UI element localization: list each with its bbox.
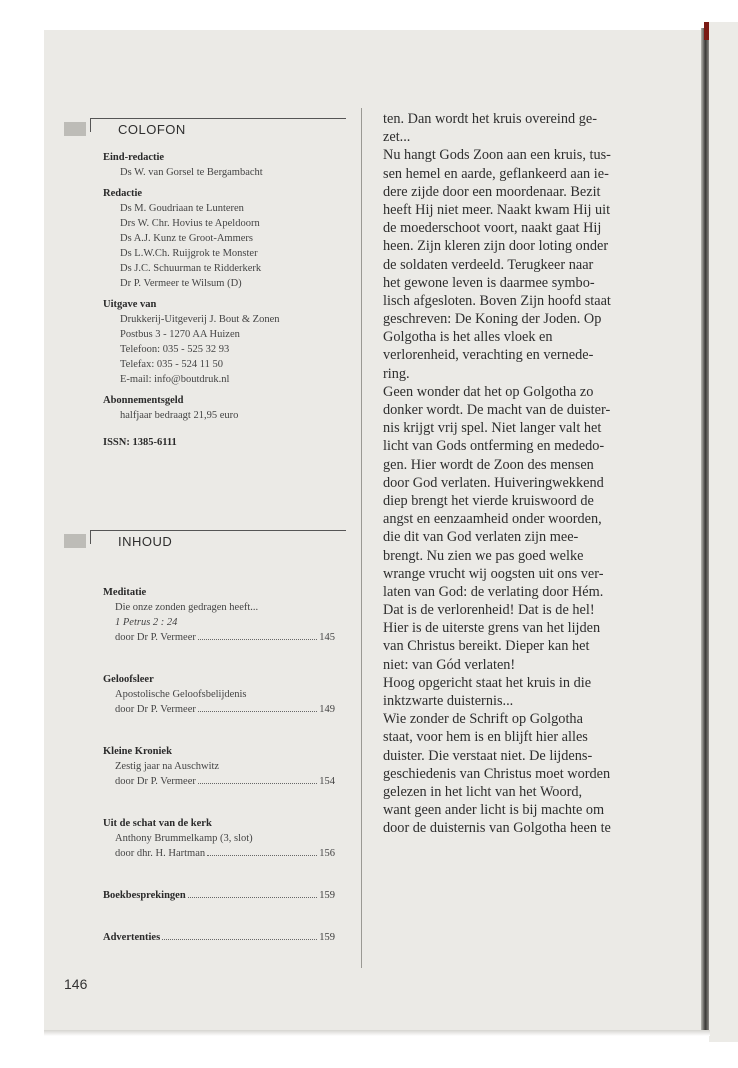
body-text-line: Hier is de uiterste grens van het lijden	[383, 620, 601, 637]
colofon-line: Ds W. van Gorsel te Bergambacht	[120, 167, 263, 178]
body-text-line: staat, voor hem is en blijft hier alles	[383, 729, 588, 746]
colofon-line: Telefax: 035 - 524 11 50	[120, 359, 223, 370]
body-text-line: gelezen in het licht van het Woord,	[383, 783, 583, 800]
body-text-line: Geen wonder dat het op Golgotha zo	[383, 383, 594, 400]
toc-author: door Dr P. Vermeer	[115, 704, 196, 715]
colofon-line: Drs W. Chr. Hovius te Apeldoorn	[120, 218, 260, 229]
colofon-group-label: Redactie	[103, 188, 143, 199]
toc-entry	[103, 930, 335, 945]
body-text-line: Golgotha is het alles vloek en	[383, 329, 553, 346]
bookmark-ribbon	[704, 22, 709, 40]
body-text-line: laten van God: de verlating door Hém.	[383, 583, 604, 600]
toc-entry-subtitle: Die onze zonden gedragen heeft...	[115, 602, 259, 613]
body-text-line: ten. Dan wordt het kruis overeind ge-	[383, 111, 597, 127]
body-text-line: angst en eenzaamheid onder woorden,	[383, 511, 602, 528]
book-spine-edge	[701, 28, 709, 1034]
toc-page-number: 156	[319, 848, 335, 859]
colofon-group	[103, 297, 339, 387]
body-text-line: die dit van God verlaten zijn mee-	[383, 529, 579, 546]
body-text-line: sen hemel en aarde, geflankeerd aan ie-	[383, 165, 609, 182]
toc-entry-title: Kleine Kroniek	[103, 746, 172, 757]
body-text-line: diep brengt het vierde kruiswoord de	[383, 492, 594, 509]
body-text-line: niet: van Gód verlaten!	[383, 656, 516, 673]
toc-entry	[103, 888, 335, 903]
inhoud-title: INHOUD	[118, 534, 173, 549]
colofon-line: Ds L.W.Ch. Ruijgrok te Monster	[120, 248, 258, 259]
colofon-group	[103, 393, 339, 423]
body-text-line: van Christus bereikt. Dieper kan het	[383, 638, 590, 655]
body-text-line: Nu hangt Gods Zoon aan een kruis, tus-	[383, 147, 611, 164]
toc-leader-dots	[198, 639, 317, 640]
toc-author-row	[103, 630, 335, 645]
toc-page-number: 159	[319, 932, 335, 943]
body-text-line: wrange vrucht wij oogsten uit ons ver-	[383, 565, 604, 582]
colofon-line: Ds J.C. Schuurman te Ridderkerk	[120, 263, 262, 274]
body-text-line: het gewone leven is daarmee symbo-	[383, 274, 595, 291]
toc-page-number: 145	[319, 632, 335, 643]
colofon-line: Telefoon: 035 - 525 32 93	[120, 344, 230, 355]
colofon-line: Postbus 3 - 1270 AA Huizen	[120, 329, 240, 340]
body-text-line: de moederschoot voort, naakt gaat Hij	[383, 220, 602, 237]
toc-page-number: 159	[319, 890, 335, 901]
colofon-line: Ds M. Goudriaan te Lunteren	[120, 203, 244, 214]
toc-author: door Dr P. Vermeer	[115, 632, 196, 643]
section-tick	[90, 530, 91, 544]
section-rule	[90, 118, 346, 119]
article-text-column	[383, 110, 647, 838]
toc-title-row	[103, 888, 335, 903]
body-text-line: zet...	[383, 129, 411, 146]
body-text-line: lisch afgesloten. Boven Zijn hoofd staat	[383, 292, 611, 309]
body-text-line: donker wordt. De macht van de duister-	[383, 402, 611, 418]
next-page-sliver	[709, 22, 738, 1042]
toc-leader-dots	[162, 939, 317, 940]
toc-leader-dots	[198, 783, 317, 784]
colofon-group-label: Eind-redactie	[103, 152, 165, 163]
body-text-line: Dat is de verlorenheid! Dat is de hel!	[383, 602, 595, 619]
toc-author: door dhr. H. Hartman	[115, 848, 206, 859]
colofon-group-label: Uitgave van	[103, 299, 157, 310]
toc-leader-dots	[198, 711, 317, 712]
column-divider	[361, 108, 362, 968]
body-text-line: Wie zonder de Schrift op Golgotha	[383, 711, 583, 728]
body-text-line: heen. Zijn kleren zijn door loting onder	[383, 238, 609, 255]
section-tab-marker	[64, 534, 86, 548]
colofon-line: Dr P. Vermeer te Wilsum (D)	[120, 278, 242, 289]
body-text-line: geschreven: De Koning der Joden. Op	[383, 311, 602, 328]
toc-entry-subtitle: Apostolische Geloofsbelijdenis	[115, 689, 247, 700]
toc-entry	[103, 744, 335, 789]
body-text-line: de soldaten verdeeld. Terugkeer naar	[383, 256, 594, 273]
toc-title-row	[103, 930, 335, 945]
toc-entry	[103, 672, 335, 717]
body-text-line: heeft Hij niet meer. Naakt kwam Hij uit	[383, 201, 611, 218]
body-text-line: Hoog opgericht staat het kruis in die	[383, 674, 592, 691]
body-text-line: licht van Gods ontferming en mededo-	[383, 438, 605, 455]
body-text-line: door God verlaten. Huiveringwekkend	[383, 474, 604, 491]
toc-scripture-reference: 1 Petrus 2 : 24	[115, 617, 178, 628]
toc-entry-subtitle: Zestig jaar na Auschwitz	[115, 761, 220, 772]
toc-entry-title: Uit de schat van de kerk	[103, 818, 212, 829]
body-text-line: dere zijde door een moordenaar. Bezit	[383, 183, 601, 200]
table-of-contents	[103, 585, 335, 972]
body-text-line: brengt. Nu zien we pas goed welke	[383, 547, 584, 564]
toc-page-number: 154	[319, 776, 335, 787]
toc-author-row	[103, 702, 335, 717]
toc-author-row	[103, 774, 335, 789]
toc-leader-dots	[207, 855, 317, 856]
body-text-line: duister. Die verstaat niet. De lijdens-	[383, 747, 593, 764]
body-text-line: gen. Hier wordt de Zoon des mensen	[383, 456, 594, 473]
toc-page-number: 149	[319, 704, 335, 715]
colofon-group	[103, 186, 339, 291]
colofon-group	[103, 150, 339, 180]
colofon-block	[103, 150, 339, 450]
toc-author-row	[103, 846, 335, 861]
body-text-line: nis krijgt vrij spel. Niet langer valt het	[383, 420, 602, 437]
section-rule	[90, 530, 346, 531]
toc-entry	[103, 585, 335, 645]
body-text-line: ring.	[383, 365, 410, 382]
toc-entry-title: Meditatie	[103, 587, 147, 598]
inhoud-header	[64, 530, 346, 554]
toc-entry	[103, 816, 335, 861]
toc-author: door Dr P. Vermeer	[115, 776, 196, 787]
section-tab-marker	[64, 122, 86, 136]
colofon-line: halfjaar bedraagt 21,95 euro	[120, 410, 239, 421]
colofon-title: COLOFON	[118, 122, 186, 137]
toc-leader-dots	[188, 897, 318, 898]
toc-entry-title: Geloofsleer	[103, 674, 154, 685]
body-text-line: geschiedenis van Christus moet worden	[383, 765, 611, 782]
body-text-line: inktzwarte duisternis...	[383, 693, 514, 709]
colofon-line: Drukkerij-Uitgeverij J. Bout & Zonen	[120, 314, 280, 325]
page-bottom-shadow	[44, 1030, 710, 1036]
toc-entry-title: Boekbesprekingen	[103, 890, 186, 901]
body-text-line: verlorenheid, verachting en vernede-	[383, 347, 594, 364]
toc-entry-subtitle: Anthony Brummelkamp (3, slot)	[115, 833, 253, 844]
toc-entry-title: Advertenties	[103, 932, 161, 943]
body-text-line: door de duisternis van Golgotha heen te	[383, 820, 611, 837]
colofon-line: E-mail: info@boutdruk.nl	[120, 374, 230, 385]
colofon-line: Ds A.J. Kunz te Groot-Ammers	[120, 233, 253, 244]
section-tick	[90, 118, 91, 132]
colofon-group-label: Abonnementsgeld	[103, 395, 184, 406]
issn: ISSN: 1385-6111	[103, 437, 177, 448]
body-text-line: want geen ander licht is bij machte om	[383, 802, 605, 819]
page-number: 146	[64, 976, 88, 992]
colofon-header	[64, 118, 346, 142]
